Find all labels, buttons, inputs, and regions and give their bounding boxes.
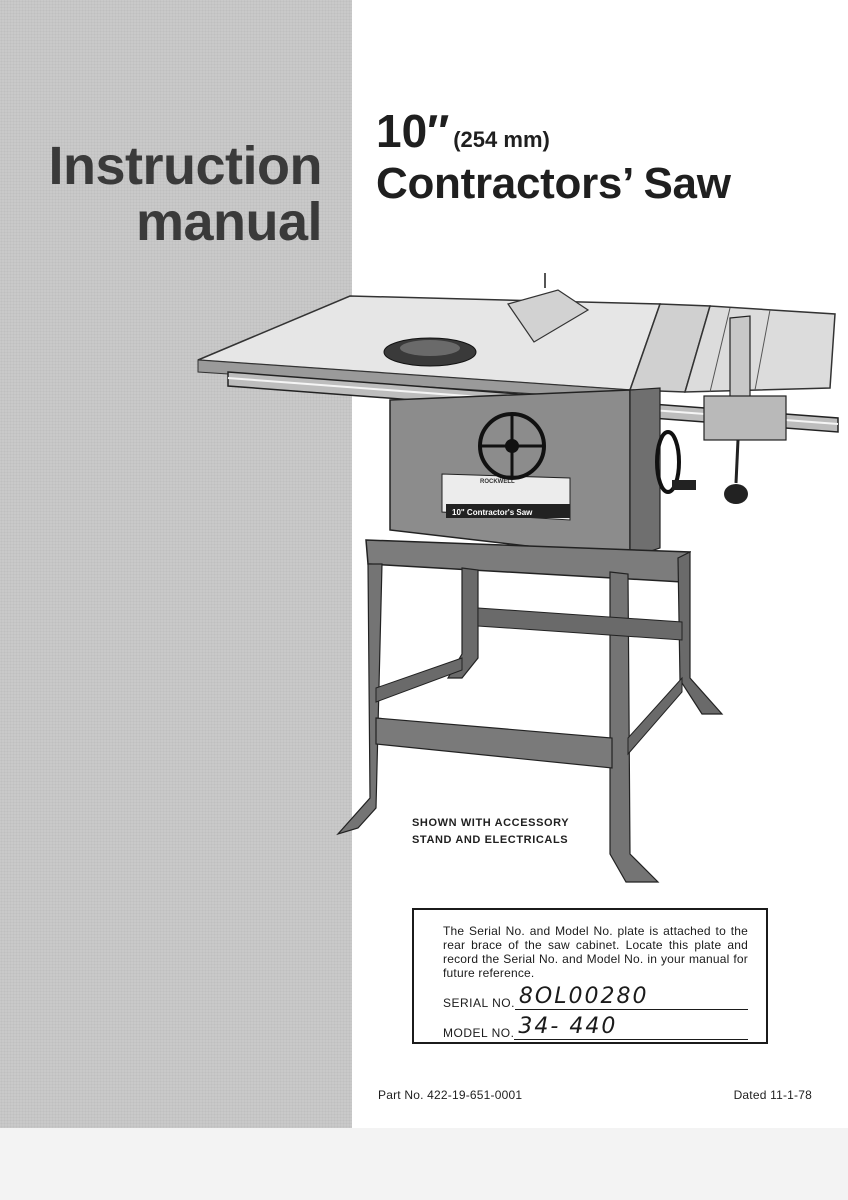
product-size: 10′′	[376, 105, 450, 157]
fence-lock	[704, 396, 786, 440]
part-number: Part No. 422-19-651-0001	[378, 1088, 523, 1102]
manual-title-line1: Instruction	[48, 136, 322, 196]
product-size-line	[376, 104, 731, 158]
caption-line1: SHOWN WITH ACCESSORY	[412, 817, 570, 829]
serial-number-row	[443, 984, 748, 1010]
caption-line2: STAND AND ELECTRICALS	[412, 834, 569, 846]
illustration-caption	[412, 815, 569, 849]
saw-extension-wing-right	[685, 306, 835, 392]
manual-title-line2: manual	[135, 192, 322, 252]
serial-number-field[interactable]: 8OL00280	[515, 985, 748, 1010]
nameplate-brand: ROCKWELL	[480, 479, 515, 485]
serial-info-box	[412, 908, 768, 1044]
nameplate-label: 10" Contractor's Saw	[452, 508, 533, 517]
model-number-field[interactable]: 34- 440	[514, 1015, 748, 1040]
manual-title	[49, 138, 323, 250]
product-name: Contractors’ Saw	[376, 159, 731, 208]
product-size-metric: (254 mm)	[453, 127, 550, 152]
stand-rear-brace	[478, 608, 682, 640]
product-title	[376, 104, 731, 208]
model-number-label: MODEL NO.	[443, 1026, 515, 1040]
bottom-strip	[0, 1128, 848, 1200]
stand-lower-brace	[376, 718, 612, 768]
stand-leg-front-left	[338, 564, 382, 834]
model-number-row	[443, 1014, 748, 1040]
stand-leg-rear-right	[678, 552, 722, 714]
table-saw-illustration	[190, 268, 848, 890]
serial-plate-note: The Serial No. and Model No. plate is attached to the rear brace of the saw cabinet. Locate this plate and record the Serial No. and Model No. in your manual for future reference.	[443, 924, 748, 980]
serial-number-label: SERIAL NO.	[443, 996, 515, 1010]
fence-lock-knob	[724, 484, 748, 504]
date-printed: Dated 11-1-78	[733, 1088, 812, 1102]
